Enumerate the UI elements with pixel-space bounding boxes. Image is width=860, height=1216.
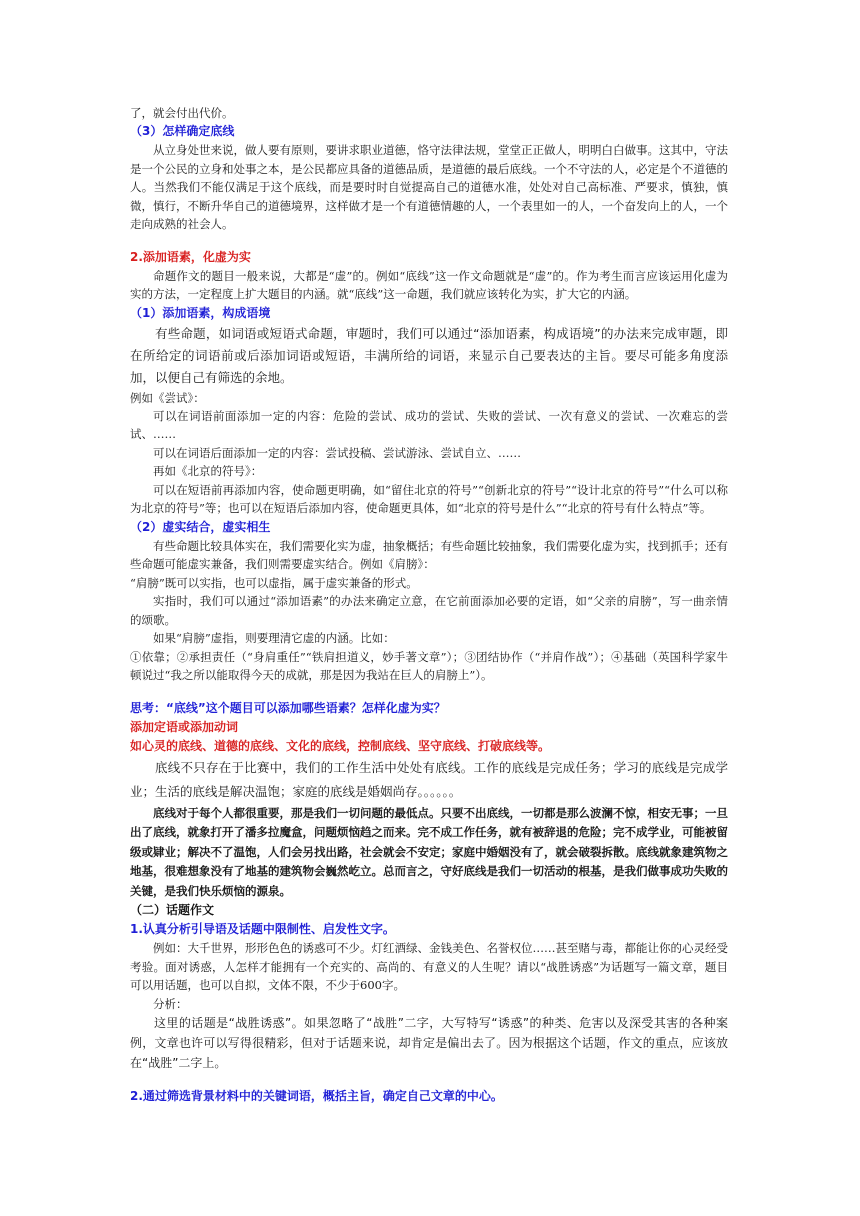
paragraph-analysis-label: 分析：: [153, 996, 188, 1011]
example-label-beijing: 再如《北京的符号》：: [153, 464, 263, 478]
paragraph-analysis: 这里的话题是“战胜诱惑”。如果忽略了“战胜”二字，大写特写“诱惑”的种类、危害以及深受其害的各种案例，文章也许可以写得很精彩，但对于话题来说，却肯定是偏出去了。因为根据这个话题，作文的重点，应该放在“战胜”二字上。: [130, 1016, 728, 1070]
paragraph-shoulder-both: “肩膀”既可以实指，也可以虚指，属于虚实兼备的形式。: [130, 575, 418, 590]
subheading-add-morphemes: （1）添加语素，构成语境: [130, 305, 271, 320]
example-label-attempt: 例如《尝试》：: [130, 390, 205, 405]
subheading-virtual-real: （2）虚实结合，虚实相生: [130, 519, 271, 534]
paragraph-intro: 命题作文的题目一般来说，大都是“虚”的。例如“底线”这一作文命题就是“虚”的。作为考生而言应该运用化虚为实的方法，一定程度上扩大题目的内涵。就“底线”这一命题，我们就应该转化为实，扩大它的内涵。: [130, 268, 728, 301]
paragraph-bottom-line-importance: 底线对于每个人都很重要，那是我们一切问题的最低点。只要不出底线，一切都是那么波澜不惊，相安无事；一旦出了底线，就象打开了潘多拉魔盒，问题烦恼趋之而来。完不成工作任务，就有被辞退的危险；完不成学业，可能被留级或肄业；解决不了温饱，人们会另找出路，社会就会不安定；家庭中婚姻没有了，就会破裂拆散。底线就象建筑物之地基，很难想象没有了地基的建筑物会巍然屹立。总而言之，守好底线是我们一切活动的根基，是我们做事成功失败的关键，是我们快乐烦恼的源泉。: [130, 805, 728, 898]
paragraph-temptation-example: 例如：大千世界，形形色色的诱惑可不少。灯红酒绿、金钱美色、名誉权位……甚至赌与毒，都能让你的心灵经受考验。面对诱惑，人怎样才能拥有一个充实的、高尚的、有意义的人生呢？请以“战胜诱惑”为话题写一篇文章，题目可以用话题，也可以自拟，文体不限，不少于600字。: [130, 941, 728, 992]
example-beijing: 可以在短语前再添加内容，使命题更明确，如“留住北京的符号”“创新北京的符号”“设计北京的符号”“什么可以称为北京的符号”等；也可以在短语后添加内容，使命题更具体，如“北京的符号是什么”“北京的符号有什么特点”等。: [130, 482, 728, 515]
paragraph-shoulder-real: 实指时，我们可以通过“添加语素”的办法来确定立意，在它前面添加必要的定语，如“父亲的肩膀”，写一曲亲情的颂歌。: [130, 594, 728, 627]
subheading-analyze-guide: 1.认真分析引导语及话题中限制性、启发性文字。: [130, 922, 395, 936]
think-question: 思考：“底线”这个题目可以添加哪些语素？怎样化虚为实？: [130, 700, 446, 715]
paragraph-bottom-line: 从立身处世来说，做人要有原则，要讲求职业道德，恪守法律法规，堂堂正正做人，明明白白做事。这其中，守法是一个公民的立身和处事之本，是公民都应具备的道德品质，是道德的最后底线。一个不守法的人，必定是个不道德的人。当然我们不能仅满足于这个底线，而是要时时自觉提高自己的道德水准，处处对自己高标准、严要求，慎独，慎微，慎行，不断升华自己的道德境界，这样做才是一个有道德情趣的人，一个表里如一的人，一个奋发向上的人，一个走向成熟的社会人。: [130, 143, 728, 231]
example-attempt-before: 可以在词语前面添加一定的内容：危险的尝试、成功的尝试、失败的尝试、一次有意义的尝试、一次难忘的尝试、……: [130, 408, 728, 441]
paragraph-shoulder-list: ①依靠；②承担责任（“身肩重任”“铁肩担道义，妙手著文章”）；③团结协作（“并肩作战”）；④基础（英国科学家牛顿说过“我之所以能取得今天的成就，那是因为我站在巨人的肩膀上”）。: [130, 649, 728, 682]
section-heading-topic-essay: （二）话题作文: [130, 903, 215, 917]
subheading-how-to-set-bottom-line: （3）怎样确定底线: [130, 124, 235, 138]
subheading-filter-keywords: 2.通过筛选背景材料中的关键词语，概括主旨，确定自己文章的中心。: [130, 1089, 503, 1103]
paragraph-tail: 了，就会付出代价。: [130, 106, 234, 120]
paragraph-virtual-real: 有些命题比较具体实在，我们需要化实为虚，抽象概括；有些命题比较抽象，我们需要化虚为实，找到抓手；还有些命题可能虚实兼备，我们则需要虚实结合。例如《肩膀》：: [130, 538, 728, 571]
section-heading-add-morphemes: 2.添加语素，化虚为实: [130, 249, 251, 264]
document-page: [130, 104, 728, 1106]
think-answer-examples: 如心灵的底线、道德的底线、文化的底线，控制底线、坚守底线、打破底线等。: [130, 738, 551, 753]
paragraph-shoulder-virtual: 如果“肩膀”虚指，则要理清它虚的内涵。比如：: [153, 631, 395, 645]
paragraph-bottom-line-everywhere: 底线不只存在于比赛中，我们的工作生活中处处有底线。工作的底线是完成任务；学习的底线是完成学业；生活的底线是解决温饱；家庭的底线是婚姻尚存。。。。。。: [130, 759, 728, 799]
paragraph-add-morphemes: 有些命题，如词语或短语式命题，审题时，我们可以通过“添加语素，构成语境”的办法来完成审题，即在所给定的词语前或后添加词语或短语，丰满所给的词语，来显示自己要表达的主旨。要尽可能多角度添加，以便自己有筛选的余地。: [130, 325, 728, 385]
example-attempt-after: 可以在词语后面添加一定的内容：尝试投稿、尝试游泳、尝试自立、……: [153, 445, 521, 460]
think-answer-heading: 添加定语或添加动词: [130, 719, 239, 734]
